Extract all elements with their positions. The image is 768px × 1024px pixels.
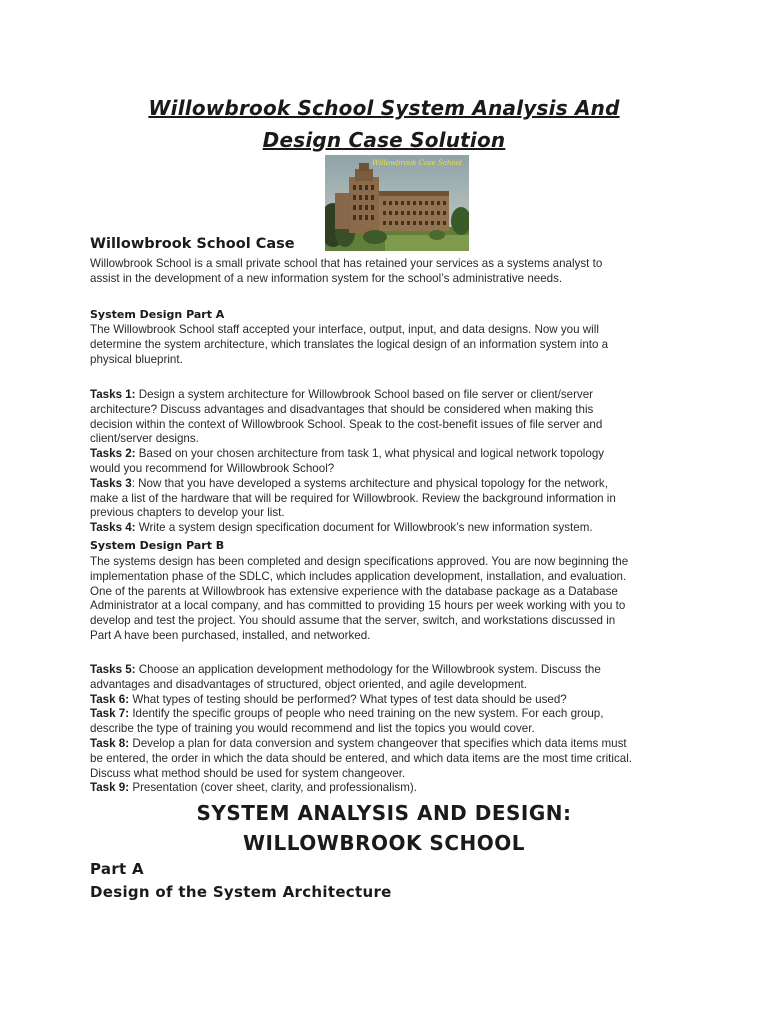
text-line: architecture? Discuss advantages and disadvantages that should be considered when making this xyxy=(90,402,594,416)
text-line: make a list of the hardware that will be required for Willowbrook. Review the background information in xyxy=(90,491,616,505)
text-line: client/server designs. xyxy=(90,432,199,446)
text-line: assist in the development of a new information system for the school’s administrative needs. xyxy=(90,271,563,285)
part-b-paragraph xyxy=(90,555,690,644)
text-line: be entered, the order in which the data should be entered, and which data items are the most time critical. xyxy=(90,751,632,765)
text-line: Choose an application development methodology for the Willowbrook system. Discuss the xyxy=(135,663,601,676)
text-line: implementation phase of the SDLC, which includes application development, installation, and evaluation. xyxy=(90,569,627,583)
part-label: Part A xyxy=(90,860,144,878)
task-label: Task 9: xyxy=(90,781,130,795)
part-b-heading: System Design Part B xyxy=(90,539,225,552)
text-line: Presentation (cover sheet, clarity, and professionalism). xyxy=(129,781,417,795)
school-building-photo xyxy=(325,155,469,251)
task-item xyxy=(90,781,690,796)
text-line: Identify the specific groups of people who need training on the new system. For each group, xyxy=(129,707,604,721)
text-line: develop and test the project. You should assume that the server, switch, and workstations discussed in xyxy=(90,614,616,628)
text-line: Develop a plan for data conversion and system changeover that specifies which data items must xyxy=(129,736,627,750)
text-line: decision within the context of Willowbrook School. Speak to the cost-benefit issues of file server and xyxy=(90,417,603,431)
text-line: physical blueprint. xyxy=(90,352,183,366)
text-line: would you recommend for Willowbrook School? xyxy=(90,461,335,475)
text-line: Part A have been purchased, installed, and networked. xyxy=(90,628,371,642)
part-b-tasks xyxy=(90,663,690,796)
task-label: Tasks 1: xyxy=(90,388,136,401)
document-title-line-2: Design Case Solution xyxy=(262,128,506,152)
text-line: : Now that you have developed a systems architecture and physical topology for the network, xyxy=(131,476,608,490)
task-label: Tasks 5: xyxy=(90,663,136,676)
task-label: Task 6: xyxy=(90,692,130,706)
text-line: Based on your chosen architecture from task 1, what physical and logical network topology xyxy=(135,447,605,461)
text-line: The Willowbrook School staff accepted your interface, output, input, and data designs. Now you will xyxy=(90,323,599,336)
text-line: The systems design has been completed and design specifications approved. You are now beginning the xyxy=(90,555,629,568)
case-intro-paragraph xyxy=(90,257,690,287)
task-item xyxy=(90,388,690,447)
task-item xyxy=(90,663,690,693)
text-line: One of the parents at Willowbrook has extensive experience with the database package as a Database xyxy=(90,584,618,598)
text-line: What types of testing should be performed? What types of test data should be used? xyxy=(129,692,567,706)
text-line: Design a system architecture for Willowbrook School based on file server or client/server xyxy=(135,388,594,401)
task-item xyxy=(90,521,690,536)
task-label: Task 8: xyxy=(90,736,130,750)
task-label: Tasks 4: xyxy=(90,521,136,535)
text-line: Administrator at a local company, and has committed to providing 15 hours per week working with you to xyxy=(90,599,626,613)
task-item xyxy=(90,477,690,521)
solution-heading-line-1: SYSTEM ANALYSIS AND DESIGN: xyxy=(196,801,572,825)
task-label: Task 7: xyxy=(90,707,130,721)
part-a-heading: System Design Part A xyxy=(90,308,225,321)
task-item xyxy=(90,693,690,708)
task-item xyxy=(90,447,690,477)
text-line: describe the type of training you would recommend and list the topics you would cover. xyxy=(90,722,535,736)
task-item xyxy=(90,707,690,737)
text-line: advantages and disadvantages of structured, object oriented, and agile development. xyxy=(90,677,527,691)
document-title-line-1: Willowbrook School System Analysis And xyxy=(148,96,620,120)
text-line: Write a system design specification document for Willowbrook’s new information system. xyxy=(135,521,593,535)
text-line: Discuss what method should be used for system changeover. xyxy=(90,766,406,780)
task-label: Tasks 2: xyxy=(90,447,136,461)
text-line: previous chapters to develop your list. xyxy=(90,506,285,520)
part-a-tasks xyxy=(90,388,690,536)
case-heading: Willowbrook School Case xyxy=(90,236,295,252)
text-line: Willowbrook School is a small private school that has retained your services as a systems analyst to xyxy=(90,257,603,270)
part-a-paragraph xyxy=(90,323,690,367)
section-title: Design of the System Architecture xyxy=(90,883,392,901)
photo-caption: Willowbrook Case School xyxy=(371,159,463,167)
solution-heading-line-2: WILLOWBROOK SCHOOL xyxy=(242,831,526,855)
task-label: Tasks 3 xyxy=(90,476,132,490)
text-line: determine the system architecture, which translates the logical design of an information system into a xyxy=(90,337,609,351)
task-item xyxy=(90,737,690,781)
